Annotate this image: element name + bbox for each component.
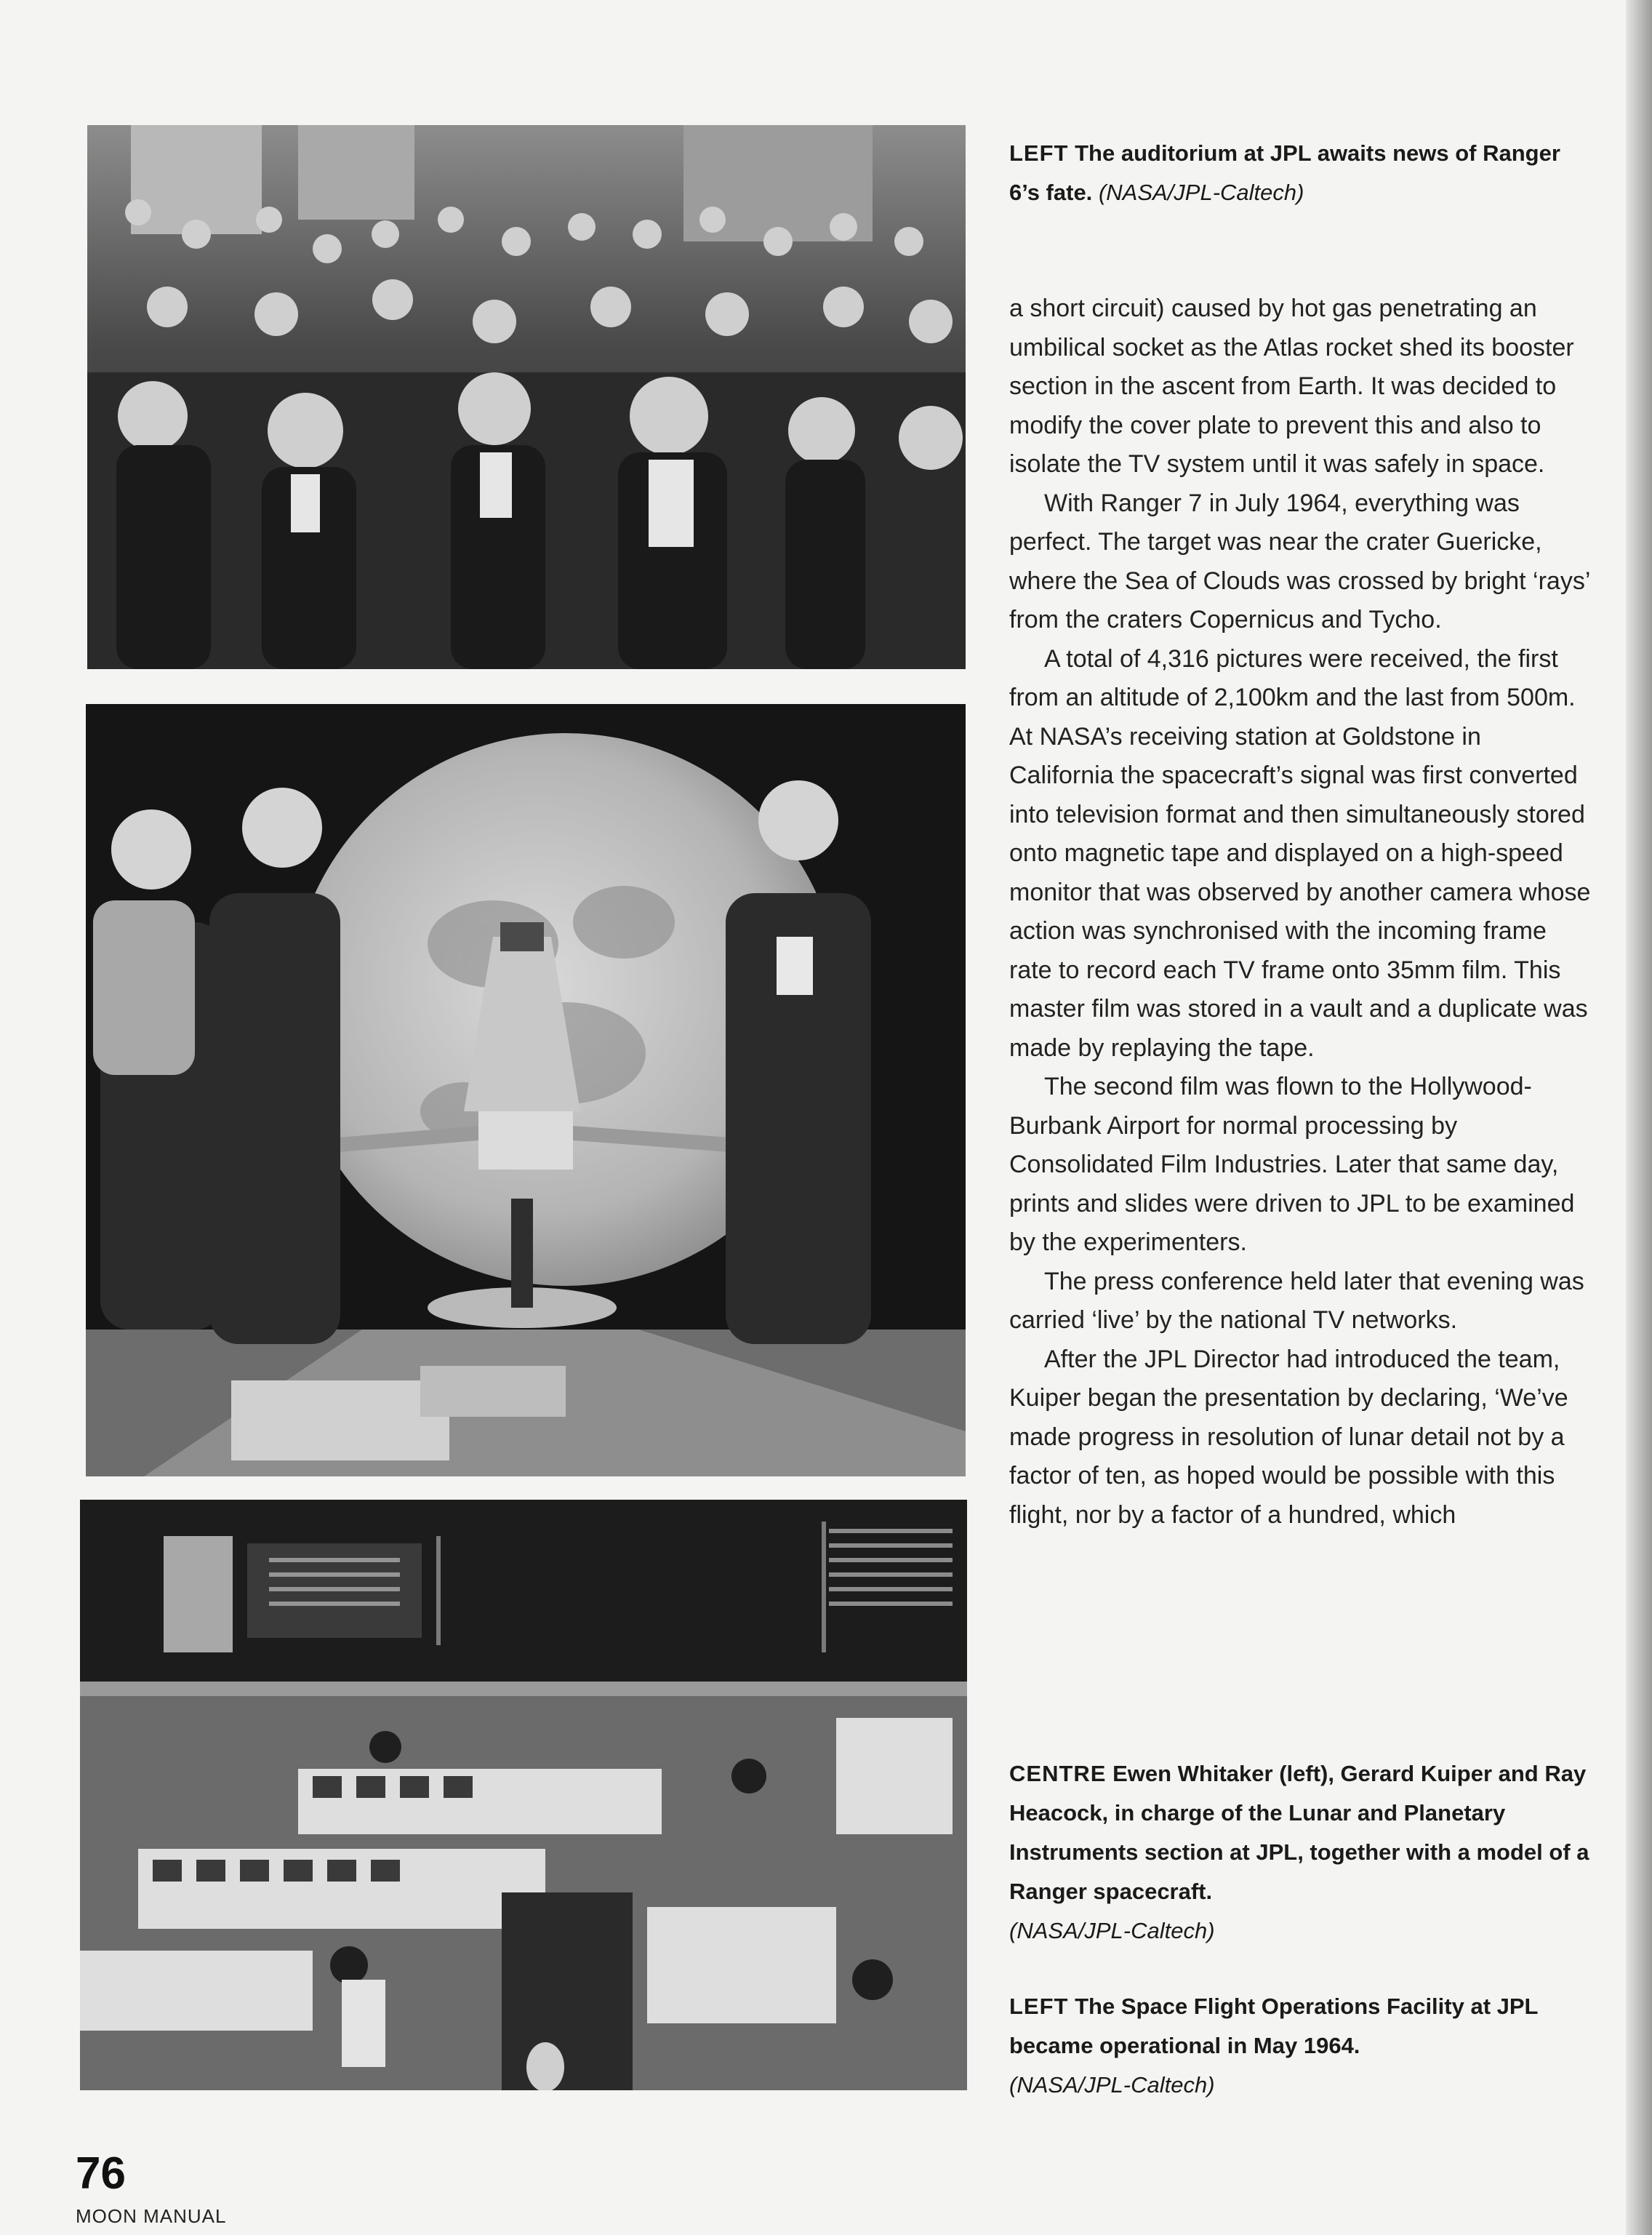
page-number: 76 [76, 2148, 126, 2199]
caption-tag: LEFT [1009, 1994, 1069, 2019]
body-paragraph: The press conference held later that evening was carried ‘live’ by the national TV networks. [1009, 1267, 1584, 1334]
caption-text: The Space Flight Operations Facility at JPL became operational in May 1964. [1009, 1994, 1538, 2058]
body-paragraph: A total of 4,316 pictures were received, the first from an altitude of 2,100km and the last from 500m. At NASA’s receiving station at Goldstone in California the spacecraft’s signal was first converted into television format and then simultaneously stored onto magnetic tape and displayed on a high-speed monitor that was observed by another camera whose action was synchronised with the incoming frame rate to record each TV frame onto 35mm film. This master film was stored in a vault and a duplicate was made by replaying the tape. [1009, 644, 1591, 1062]
caption-moon-model [1009, 1754, 1591, 1951]
body-paragraph: With Ranger 7 in July 1964, everything was perfect. The target was near the crater Guericke, where the Sea of Clouds was crossed by bright ‘rays’ from the craters Copernicus and Tycho. [1009, 489, 1590, 633]
caption-control-room [1009, 1987, 1591, 2105]
control-room-image [80, 1500, 967, 2090]
caption-tag: LEFT [1009, 140, 1069, 166]
page-edge-shadow [1626, 0, 1652, 2235]
caption-text: Ewen Whitaker (left), Gerard Kuiper and Ray Heacock, in charge of the Lunar and Planetary Instruments section at JPL, together with a model of a Ranger spacecraft. [1009, 1761, 1589, 1904]
caption-credit: (NASA/JPL-Caltech) [1098, 180, 1304, 205]
control-room-photo [80, 1500, 967, 2090]
auditorium-photo [87, 125, 966, 669]
caption-auditorium [1009, 134, 1591, 212]
auditorium-image [87, 125, 966, 669]
caption-tag: CENTRE [1009, 1761, 1107, 1786]
caption-credit: (NASA/JPL-Caltech) [1009, 1918, 1215, 1943]
moon-model-photo [86, 704, 966, 1476]
body-paragraph: After the JPL Director had introduced the team, Kuiper began the presentation by declaring, ‘We’ve made progress in resolution of lunar detail not by a factor of ten, as hoped would be possible with this flight, nor by a factor of a hundred, which [1009, 1345, 1568, 1529]
body-paragraph: The second film was flown to the Hollywood-Burbank Airport for normal processing by Consolidated Film Industries. Later that same day, prints and slides were driven to JPL to be examined by the experimenters. [1009, 1073, 1575, 1256]
caption-credit: (NASA/JPL-Caltech) [1009, 2072, 1215, 2098]
caption-text: The auditorium at JPL awaits news of Ranger 6’s fate. [1009, 140, 1560, 205]
moon-model-image [86, 704, 966, 1476]
body-text [1009, 289, 1591, 1535]
publication-title: MOON MANUAL [76, 2205, 227, 2227]
body-paragraph: a short circuit) caused by hot gas penetrating an umbilical socket as the Atlas rocket shed its booster section in the ascent from Earth. It was decided to modify the cover plate to prevent this and also to isolate the TV system until it was safely in space. [1009, 295, 1574, 478]
